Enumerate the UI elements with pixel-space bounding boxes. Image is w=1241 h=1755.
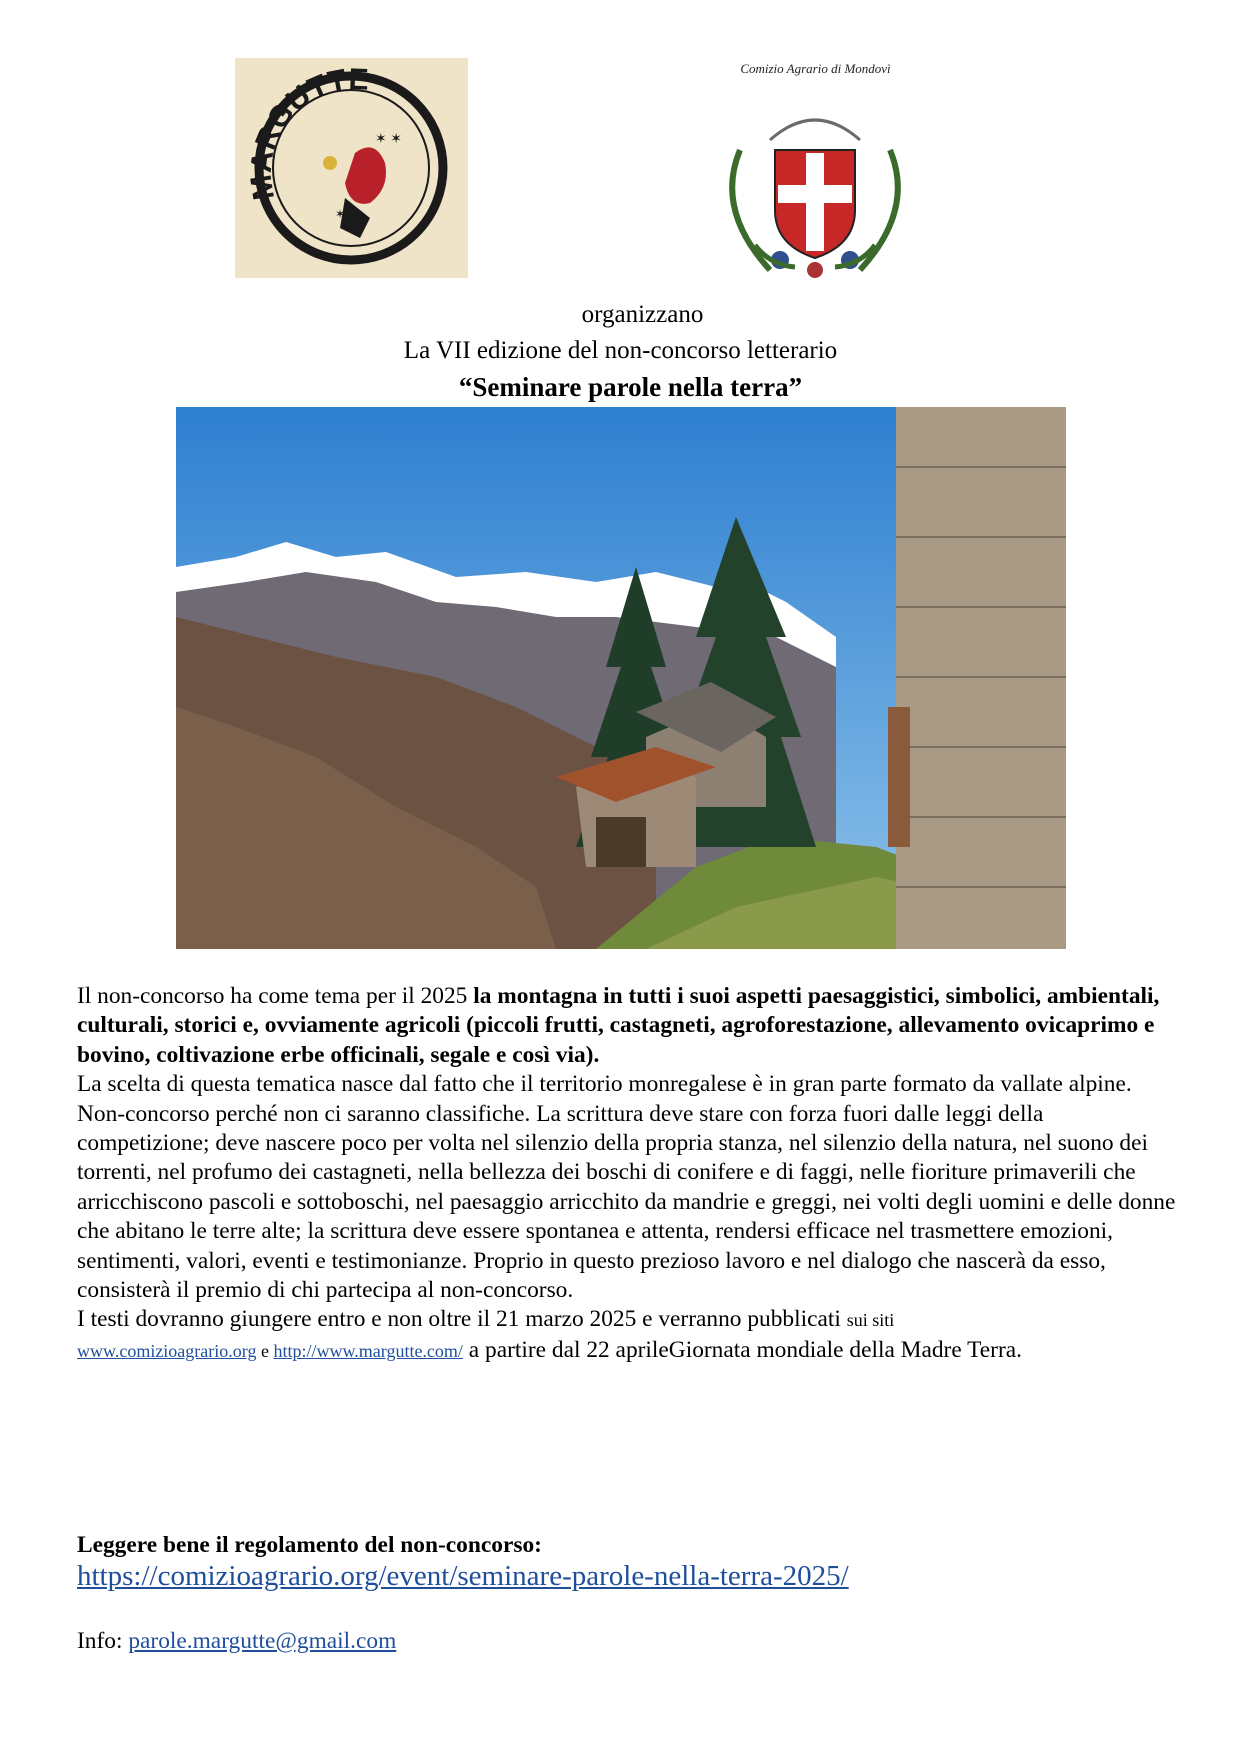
heading-organizzano: organizzano — [581, 301, 704, 328]
svg-text:✶: ✶ — [335, 207, 346, 221]
tema-intro: Il non-concorso ha come tema per il 2025 — [77, 983, 474, 1009]
regolamento-link[interactable]: https://comizioagrario.org/event/seminare-parole-nella-terra-2025/ — [77, 1560, 849, 1592]
comizio-agrario-logo — [700, 55, 930, 295]
margutte-stamp-graphic — [235, 58, 468, 278]
comizioagrario-link[interactable]: www.comizioagrario.org — [77, 1340, 257, 1361]
pubblicazione-text: a partire dal 22 aprileGiornata mondiale della Madre Terra. — [462, 1336, 1022, 1363]
info-label: Info: — [77, 1628, 129, 1654]
e-text: e — [256, 1340, 274, 1361]
paragraph-scelta: La scelta di questa tematica nasce dal fatto che il territorio monregalese è in gran parte formato da vallate alpine. — [77, 1071, 1132, 1098]
paragraph-non-concorso: Non-concorso perché non ci saranno classifiche. La scrittura deve stare con forza fuori dalle leggi della competizione; deve nascere poco per volta nel silenzio della propria stanza, nel silenzio della natura, nel suono dei torrenti, nel profumo dei castagneti, nella bellezza dei boschi di conifere e di faggi, nelle fioriture primaverili che arricchiscono pascoli e sottoboschi, nel paesaggio arricchito da mandrie e greggi, nei volti degli uomini e delle donne che abitano le terre alte; la scrittura deve essere spontanea e attenta, rendersi efficace nel trasmettere emozioni, sentimenti, valori, eventi e testimonianze. Proprio in questo prezioso lavoro e nel dialogo che nascerà da esso, consisterà il premio di chi partecipa al non-concorso. — [77, 1100, 1176, 1304]
sui-siti-text: sui siti — [846, 1310, 895, 1331]
svg-text:✶ ✶: ✶ ✶ — [375, 132, 402, 147]
scadenza-text: I testi dovranno giungere entro e non oltre il 21 marzo 2025 e verranno pubblicati — [77, 1306, 847, 1333]
comizio-logo-script: Comizio Agrario di Mondovì — [740, 61, 891, 76]
info-line — [77, 1628, 396, 1655]
paragraph-scadenza — [77, 1305, 1177, 1366]
margutte-link[interactable]: http://www.margutte.com/ — [273, 1340, 463, 1361]
paragraph-tema — [77, 982, 1177, 1070]
heading-edizione: La VII edizione del non-concorso letterario — [403, 337, 838, 364]
margutte-logo — [235, 58, 468, 278]
body-text — [77, 982, 1177, 1366]
tema-bold: la montagna in tutti i suoi aspetti paesaggistici, simbolici, ambientali, culturali, storici e, ovviamente agricoli (piccoli frutti, castagneti, agroforestazione, allevamento ovicaprimo e bovino, coltivazione erbe officinali, segale e così via). — [77, 983, 1160, 1068]
mountain-photo — [176, 407, 1066, 949]
info-email-link[interactable]: parole.margutte@gmail.com — [128, 1628, 397, 1654]
regolamento-label: Leggere bene il regolamento del non-concorso: — [77, 1532, 542, 1558]
comizio-crest-graphic — [700, 55, 930, 295]
margutte-logo-text: MARGUTTE — [244, 62, 370, 203]
heading-titolo: “Seminare parole nella terra” — [458, 372, 803, 402]
mountain-landscape-image — [176, 407, 1066, 949]
